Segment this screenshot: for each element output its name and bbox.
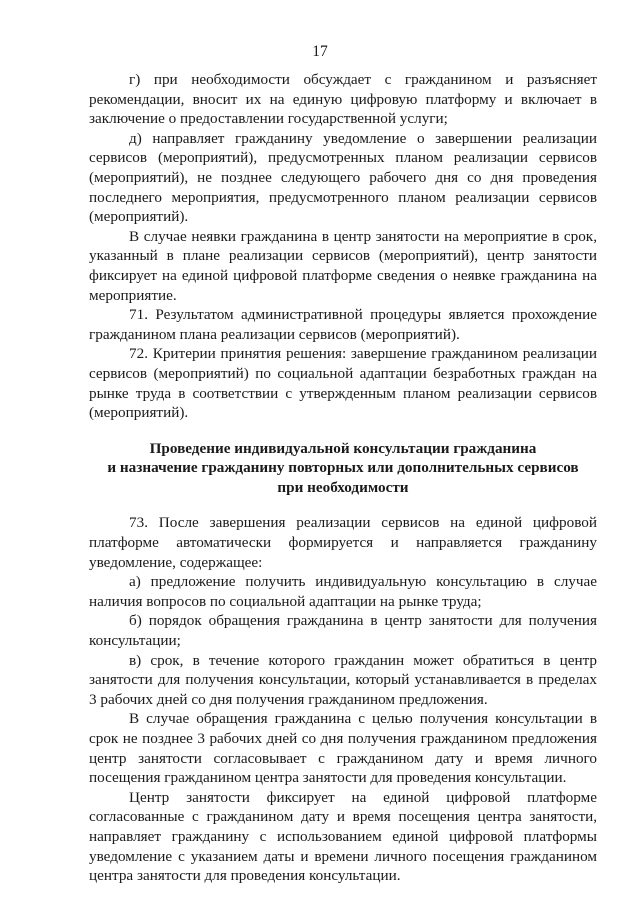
paragraph-72: 72. Критерии принятия решения: завершение гражданином реализации сервисов (мероприятий) по социальной адаптации безработных граждан на рынке труда в соответствии с утвержденным планом реализации сервисов (мероприятий). (89, 345, 597, 422)
paragraph-g: г) при необходимости обсуждает с гражданином и разъясняет рекомендации, вносит их на единую цифровую платформу и включает в заключение о предоставлении государственной услуги; (89, 71, 597, 128)
paragraph-consultation-record: Центр занятости фиксирует на единой цифровой платформе согласованные с гражданином дату и время посещения центра занятости, направляет гражданину с использованием единой цифровой платформы уведомление с указанием даты и времени личного посещения гражданином центра занятости для проведения консультации. (89, 788, 597, 885)
heading-line-3: при необходимости (277, 478, 409, 496)
paragraph-73: 73. После завершения реализации сервисов на единой цифровой платформе автоматически формируется и направляется гражданину уведомление, содержащее: (89, 514, 597, 571)
paragraph-absence: В случае неявки гражданина в центр занятости на мероприятие в срок, указанный в плане реализации сервисов (мероприятий), центр занятости фиксирует на единой цифровой платформе сведения о неявке гражданина на мероприятие. (89, 227, 597, 304)
heading-line-2: и назначение гражданину повторных или дополнительных сервисов (107, 459, 579, 477)
heading-line-1: Проведение индивидуальной консультации гражданина (149, 439, 537, 457)
paragraph-b: б) порядок обращения гражданина в центр занятости для получения консультации; (89, 612, 597, 650)
paragraph-71: 71. Результатом административной процедуры является прохождение гражданином плана реализации сервисов (мероприятий). (89, 306, 597, 343)
paragraph-v: в) срок, в течение которого гражданин может обратиться в центр занятости для получения консультации, который устанавливается в пределах 3 рабочих дней со дня получения гражданином предложения. (89, 651, 597, 708)
page-number: 17 (312, 43, 328, 60)
document-body (89, 70, 597, 886)
paragraph-d: д) направляет гражданину уведомление о завершении реализации сервисов (мероприятий), предусмотренных планом реализации сервисов (мероприятий), не позднее следующего рабочего дня со дня проведения последнего мероприятия, предусмотренного планом реализации сервисов (мероприятий). (89, 129, 597, 226)
paragraph-a: а) предложение получить индивидуальную консультацию в случае наличия вопросов по социальной адаптации на рынке труда; (89, 573, 597, 610)
paragraph-consultation-request: В случае обращения гражданина с целью получения консультации в срок не позднее 3 рабочих дней со дня получения гражданином предложения центр занятости согласовывает с гражданином дату и время личного посещения гражданином центра занятости для проведения консультации. (89, 710, 597, 787)
section-heading (89, 439, 597, 498)
